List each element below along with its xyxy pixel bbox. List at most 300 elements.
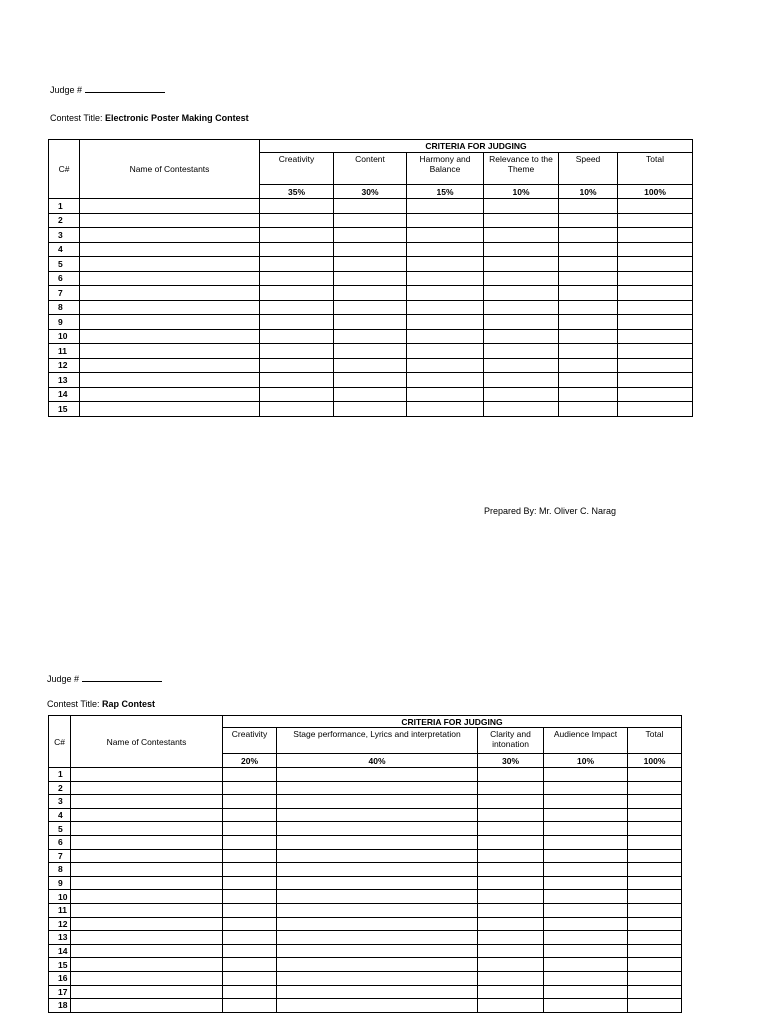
table-row [49,958,682,972]
score-cell[interactable] [618,329,693,344]
contestant-number: 1 [49,199,80,214]
criterion-audience-impact: Audience Impact [544,728,628,754]
contestant-name-cell[interactable] [80,242,260,257]
score-cell[interactable] [484,373,559,388]
table-row [49,300,693,315]
score-cell[interactable] [277,822,478,836]
table-row [49,808,682,822]
contestant-name-cell[interactable] [80,344,260,359]
contestant-number: 7 [49,849,71,863]
score-cell[interactable] [559,271,618,286]
contestant-number: 1 [49,768,71,782]
score-cell[interactable] [559,300,618,315]
score-cell[interactable] [559,373,618,388]
score-cell[interactable] [277,795,478,809]
score-cell[interactable] [618,315,693,330]
score-cell[interactable] [223,795,277,809]
column-header-cnum: C# [49,140,80,199]
contestant-name-cell[interactable] [80,271,260,286]
score-cell[interactable] [277,768,478,782]
score-cell[interactable] [407,387,484,402]
score-cell[interactable] [334,387,407,402]
score-cell[interactable] [628,822,682,836]
score-cell[interactable] [260,300,334,315]
score-cell[interactable] [618,344,693,359]
contestant-name-cell[interactable] [80,257,260,272]
table-row [49,199,693,214]
score-cell[interactable] [484,387,559,402]
criterion-weight-content: 30% [334,185,407,199]
score-cell[interactable] [478,876,544,890]
score-cell[interactable] [618,358,693,373]
column-header-cnum: C# [49,716,71,768]
contestant-name-cell[interactable] [80,315,260,330]
contestant-name-cell[interactable] [80,300,260,315]
contestant-number: 5 [49,822,71,836]
score-cell[interactable] [260,228,334,243]
score-cell[interactable] [478,931,544,945]
criterion-weight-total: 100% [628,754,682,768]
score-cell[interactable] [407,271,484,286]
column-header-name: Name of Contestants [71,716,223,768]
table-row [49,944,682,958]
score-cell[interactable] [260,286,334,301]
contest-title-line-1 [50,113,249,123]
score-cell[interactable] [478,890,544,904]
table-row [49,890,682,904]
contestant-number: 6 [49,835,71,849]
score-cell[interactable] [618,373,693,388]
score-cell[interactable] [618,402,693,417]
score-cell[interactable] [334,286,407,301]
contestant-name-cell[interactable] [71,808,223,822]
score-cell[interactable] [628,795,682,809]
score-cell[interactable] [407,286,484,301]
prepared-by: Prepared By: Mr. Oliver C. Narag [484,506,617,516]
contestant-name-cell[interactable] [71,890,223,904]
score-cell[interactable] [628,890,682,904]
score-cell[interactable] [334,228,407,243]
criterion-weight-total: 100% [618,185,693,199]
score-cell[interactable] [260,199,334,214]
score-cell[interactable] [559,329,618,344]
score-cell[interactable] [407,358,484,373]
contestant-number: 6 [49,271,80,286]
score-cell[interactable] [618,257,693,272]
score-cell[interactable] [260,329,334,344]
table-row [49,387,693,402]
contest-title-label: Contest Title: [47,699,100,709]
score-cell[interactable] [223,768,277,782]
score-cell[interactable] [628,999,682,1013]
score-cell[interactable] [277,999,478,1013]
score-cell[interactable] [484,402,559,417]
table-row [49,768,682,782]
contestant-number: 9 [49,315,80,330]
contestant-name-cell[interactable] [71,958,223,972]
contestant-number: 15 [49,958,71,972]
criterion-weight-creativity: 20% [223,754,277,768]
contestant-name-cell[interactable] [80,213,260,228]
table-row [49,903,682,917]
score-cell[interactable] [544,917,628,931]
score-cell[interactable] [484,300,559,315]
judge-number-blank[interactable] [85,84,165,93]
score-cell[interactable] [628,985,682,999]
score-cell[interactable] [277,985,478,999]
criterion-stage-performance-lyrics-and-interpretation: Stage performance, Lyrics and interpretation [277,728,478,754]
table-row [49,985,682,999]
score-cell[interactable] [260,315,334,330]
contestant-number: 4 [49,808,71,822]
score-cell[interactable] [544,808,628,822]
table-row [49,971,682,985]
score-cell[interactable] [260,358,334,373]
score-cell[interactable] [334,373,407,388]
score-cell[interactable] [407,242,484,257]
table-row [49,344,693,359]
score-cell[interactable] [478,808,544,822]
score-cell[interactable] [260,271,334,286]
score-cell[interactable] [484,242,559,257]
score-cell[interactable] [223,971,277,985]
score-cell[interactable] [618,228,693,243]
table-row [49,271,693,286]
contestant-number: 17 [49,985,71,999]
contestant-name-cell[interactable] [80,373,260,388]
score-cell[interactable] [484,257,559,272]
score-cell[interactable] [544,958,628,972]
criterion-speed: Speed [559,153,618,185]
score-cell[interactable] [559,402,618,417]
score-cell[interactable] [618,286,693,301]
contestant-name-cell[interactable] [71,944,223,958]
contestant-number: 5 [49,257,80,272]
contestant-number: 2 [49,213,80,228]
score-cell[interactable] [334,300,407,315]
score-cell[interactable] [484,228,559,243]
score-cell[interactable] [559,242,618,257]
score-cell[interactable] [544,903,628,917]
contestant-number: 2 [49,781,71,795]
score-cell[interactable] [628,971,682,985]
score-cell[interactable] [544,985,628,999]
score-cell[interactable] [277,971,478,985]
score-cell[interactable] [544,890,628,904]
score-cell[interactable] [544,931,628,945]
table-row [49,242,693,257]
contestant-name-cell[interactable] [80,358,260,373]
score-cell[interactable] [544,876,628,890]
score-cell[interactable] [407,213,484,228]
score-cell[interactable] [544,822,628,836]
score-cell[interactable] [559,228,618,243]
score-cell[interactable] [260,387,334,402]
score-cell[interactable] [223,931,277,945]
score-cell[interactable] [260,257,334,272]
judge-number-blank[interactable] [82,673,162,682]
criterion-content: Content [334,153,407,185]
score-cell[interactable] [478,781,544,795]
table-row [49,931,682,945]
contestant-number: 9 [49,876,71,890]
score-cell[interactable] [544,944,628,958]
score-cell[interactable] [628,781,682,795]
score-cell[interactable] [277,958,478,972]
score-cell[interactable] [544,795,628,809]
score-cell[interactable] [223,876,277,890]
score-cell[interactable] [478,835,544,849]
contestant-name-cell[interactable] [71,876,223,890]
score-cell[interactable] [260,213,334,228]
score-cell[interactable] [260,242,334,257]
score-cell[interactable] [407,199,484,214]
score-cell[interactable] [484,271,559,286]
score-cell[interactable] [618,271,693,286]
criterion-relevance-to-the-theme: Relevance to the Theme [484,153,559,185]
contestant-number: 16 [49,971,71,985]
score-cell[interactable] [484,286,559,301]
contestant-number: 7 [49,286,80,301]
score-cell[interactable] [484,358,559,373]
score-cell[interactable] [484,344,559,359]
score-cell[interactable] [628,863,682,877]
table-row [49,329,693,344]
score-cell[interactable] [223,944,277,958]
score-cell[interactable] [628,768,682,782]
score-cell[interactable] [277,931,478,945]
score-cell[interactable] [478,999,544,1013]
score-cell[interactable] [618,213,693,228]
contestant-number: 10 [49,890,71,904]
score-cell[interactable] [223,781,277,795]
contest-title: Electronic Poster Making Contest [105,113,249,123]
contestant-number: 14 [49,387,80,402]
score-cell[interactable] [544,849,628,863]
contestant-number: 12 [49,358,80,373]
score-cell[interactable] [334,329,407,344]
score-cell[interactable] [223,917,277,931]
score-cell[interactable] [277,849,478,863]
contestant-number: 13 [49,373,80,388]
table-row [49,835,682,849]
criterion-weight-stage-performance-lyrics-and-interpretation: 40% [277,754,478,768]
score-cell[interactable] [559,213,618,228]
contestant-number: 11 [49,903,71,917]
table-row [49,999,682,1013]
contestant-name-cell[interactable] [71,917,223,931]
score-cell[interactable] [223,999,277,1013]
score-cell[interactable] [544,971,628,985]
criterion-creativity: Creativity [260,153,334,185]
score-cell[interactable] [260,373,334,388]
contestant-number: 8 [49,863,71,877]
score-cell[interactable] [628,917,682,931]
score-cell[interactable] [334,213,407,228]
contestant-name-cell[interactable] [80,199,260,214]
score-cell[interactable] [478,903,544,917]
score-cell[interactable] [334,358,407,373]
score-cell[interactable] [334,242,407,257]
contestant-name-cell[interactable] [71,931,223,945]
score-cell[interactable] [484,329,559,344]
score-cell[interactable] [334,199,407,214]
score-cell[interactable] [223,863,277,877]
score-cell[interactable] [223,849,277,863]
score-cell[interactable] [334,344,407,359]
score-cell[interactable] [544,781,628,795]
score-cell[interactable] [478,863,544,877]
score-cell[interactable] [478,985,544,999]
score-cell[interactable] [618,300,693,315]
score-cell[interactable] [628,876,682,890]
score-cell[interactable] [277,944,478,958]
score-cell[interactable] [407,257,484,272]
criterion-weight-creativity: 35% [260,185,334,199]
criterion-weight-harmony-and-balance: 15% [407,185,484,199]
contestant-number: 10 [49,329,80,344]
score-cell[interactable] [277,835,478,849]
score-cell[interactable] [277,876,478,890]
score-cell[interactable] [544,999,628,1013]
contestant-name-cell[interactable] [71,781,223,795]
table-row [49,315,693,330]
contestant-name-cell[interactable] [80,329,260,344]
score-cell[interactable] [277,808,478,822]
score-cell[interactable] [407,329,484,344]
score-cell[interactable] [223,822,277,836]
criterion-total: Total [618,153,693,185]
contest-title-line-2 [47,699,155,709]
score-cell[interactable] [334,257,407,272]
contestant-number: 13 [49,931,71,945]
score-cell[interactable] [260,344,334,359]
score-cell[interactable] [407,228,484,243]
contestant-name-cell[interactable] [71,903,223,917]
score-cell[interactable] [478,849,544,863]
score-cell[interactable] [223,958,277,972]
contestant-number: 18 [49,999,71,1013]
score-cell[interactable] [628,808,682,822]
score-cell[interactable] [544,835,628,849]
contestant-name-cell[interactable] [80,387,260,402]
score-cell[interactable] [407,344,484,359]
score-cell[interactable] [407,373,484,388]
table-row [49,373,693,388]
score-cell[interactable] [628,958,682,972]
score-cell[interactable] [478,822,544,836]
score-cell[interactable] [559,199,618,214]
contestant-name-cell[interactable] [71,999,223,1013]
contestant-name-cell[interactable] [80,286,260,301]
score-cell[interactable] [559,358,618,373]
contestant-name-cell[interactable] [71,768,223,782]
contest-title: Rap Contest [102,699,156,709]
table-row [49,228,693,243]
criteria-header: CRITERIA FOR JUDGING [223,716,682,728]
score-cell[interactable] [478,768,544,782]
contestant-name-cell[interactable] [71,822,223,836]
judging-table-rap [48,715,682,1013]
score-cell[interactable] [484,199,559,214]
score-cell[interactable] [559,286,618,301]
score-cell[interactable] [277,903,478,917]
contestant-name-cell[interactable] [71,795,223,809]
score-cell[interactable] [628,903,682,917]
score-cell[interactable] [559,257,618,272]
score-cell[interactable] [223,808,277,822]
score-cell[interactable] [618,199,693,214]
score-cell[interactable] [223,985,277,999]
score-cell[interactable] [407,315,484,330]
score-cell[interactable] [628,944,682,958]
score-cell[interactable] [559,387,618,402]
score-cell[interactable] [334,271,407,286]
score-cell[interactable] [334,402,407,417]
score-cell[interactable] [544,768,628,782]
score-cell[interactable] [223,890,277,904]
score-cell[interactable] [478,917,544,931]
score-cell[interactable] [628,849,682,863]
score-cell[interactable] [628,931,682,945]
table-row [49,849,682,863]
score-cell[interactable] [277,781,478,795]
criterion-weight-clarity-and-intonation: 30% [478,754,544,768]
score-cell[interactable] [544,863,628,877]
score-cell[interactable] [407,402,484,417]
score-cell[interactable] [478,944,544,958]
score-cell[interactable] [223,835,277,849]
score-cell[interactable] [223,903,277,917]
contestant-number: 12 [49,917,71,931]
contestant-name-cell[interactable] [80,228,260,243]
score-cell[interactable] [478,971,544,985]
score-cell[interactable] [277,890,478,904]
contestant-name-cell[interactable] [71,863,223,877]
criterion-harmony-and-balance: Harmony and Balance [407,153,484,185]
score-cell[interactable] [478,795,544,809]
score-cell[interactable] [334,315,407,330]
score-cell[interactable] [407,300,484,315]
table-row [49,863,682,877]
table-row [49,213,693,228]
contest-title-label: Contest Title: [50,113,103,123]
contestant-name-cell[interactable] [71,971,223,985]
criterion-weight-relevance-to-the-theme: 10% [484,185,559,199]
score-cell[interactable] [260,402,334,417]
score-cell[interactable] [628,835,682,849]
score-cell[interactable] [277,863,478,877]
score-cell[interactable] [484,213,559,228]
score-cell[interactable] [559,344,618,359]
contestant-name-cell[interactable] [71,849,223,863]
score-cell[interactable] [277,917,478,931]
score-cell[interactable] [559,315,618,330]
contestant-name-cell[interactable] [80,402,260,417]
table-row [49,781,682,795]
contestant-name-cell[interactable] [71,985,223,999]
score-cell[interactable] [478,958,544,972]
contestant-number: 14 [49,944,71,958]
judge-line-2 [47,673,162,684]
score-cell[interactable] [618,242,693,257]
criterion-total: Total [628,728,682,754]
score-cell[interactable] [484,315,559,330]
judge-label: Judge # [47,674,80,684]
score-cell[interactable] [618,387,693,402]
contestant-number: 8 [49,300,80,315]
contestant-name-cell[interactable] [71,835,223,849]
